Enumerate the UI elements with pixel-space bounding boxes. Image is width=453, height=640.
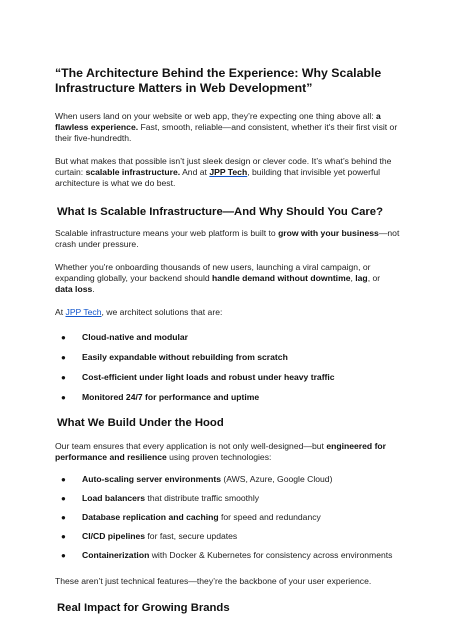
- bullet-icon: ●: [61, 513, 66, 522]
- bullet-icon: ●: [61, 333, 66, 342]
- section-heading-under-the-hood: What We Build Under the Hood: [57, 417, 224, 429]
- list-item: ● Cloud-native and modular: [61, 332, 188, 342]
- list-item: ● Load balancers that distribute traffic smoothly: [61, 493, 260, 503]
- bullet-icon: ●: [61, 494, 66, 503]
- emphasis: a flawless experience.: [55, 111, 381, 132]
- document-body: [55, 66, 400, 615]
- section1-paragraph-1: Scalable infrastructure means your web platform is built to grow with your business—not crash under pressure.: [55, 228, 400, 249]
- section-heading-scalable-infrastructure: What Is Scalable Infrastructure—And Why Should You Care?: [57, 206, 383, 218]
- section-heading-real-impact: Real Impact for Growing Brands: [57, 602, 230, 614]
- jpp-tech-link[interactable]: JPP Tech: [209, 167, 248, 177]
- list-item: ● Database replication and caching for speed and redundancy: [61, 512, 321, 522]
- technologies-list: [55, 474, 400, 561]
- bullet-icon: ●: [61, 353, 66, 362]
- section1-paragraph-3: At JPP Tech, we architect solutions that are:: [55, 307, 223, 317]
- bullet-icon: ●: [61, 373, 66, 382]
- benefits-list: [55, 332, 400, 403]
- bullet-icon: ●: [61, 532, 66, 541]
- intro-paragraph-1: When users land on your website or web app, they’re expecting one thing above all: a flawless experience. Fast, smooth, reliable—and consistent, whether it's their first visit or their five-hundredth.: [55, 111, 398, 143]
- list-item: ● Cost-efficient under light loads and robust under heavy traffic: [61, 372, 335, 382]
- bullet-icon: ●: [61, 393, 66, 402]
- intro-paragraph-2: But what makes that possible isn’t just sleek design or clever code. It’s what’s behind the curtain: scalable infrastructure. And at JPP Tech, building that invisible yet powerful architecture is what we do best.: [55, 156, 392, 188]
- list-item: ● CI/CD pipelines for fast, secure updates: [61, 531, 238, 541]
- section2-closing-paragraph: These aren’t just technical features—they’re the backbone of your user experience.: [55, 576, 372, 586]
- document-title: “The Architecture Behind the Experience: Why Scalable Infrastructure Matters in Web Development”: [55, 66, 382, 95]
- jpp-tech-link[interactable]: JPP Tech: [65, 307, 102, 317]
- emphasis: scalable infrastructure.: [85, 167, 181, 177]
- list-item: ● Easily expandable without rebuilding from scratch: [61, 352, 288, 362]
- list-item: ● Auto-scaling server environments (AWS, Azure, Google Cloud): [61, 474, 333, 484]
- bullet-icon: ●: [61, 475, 66, 484]
- section2-paragraph-1: Our team ensures that every application is not only well-designed—but engineered for performance and resilience using proven technologies:: [55, 441, 387, 462]
- list-item: ● Monitored 24/7 for performance and uptime: [61, 392, 260, 402]
- list-item: ● Containerization with Docker & Kubernetes for consistency across environments: [61, 550, 393, 560]
- section1-paragraph-2: Whether you're onboarding thousands of new users, launching a viral campaign, or expanding globally, your backend should handle demand without downtime, lag, or data loss.: [55, 262, 381, 294]
- bullet-icon: ●: [61, 551, 66, 560]
